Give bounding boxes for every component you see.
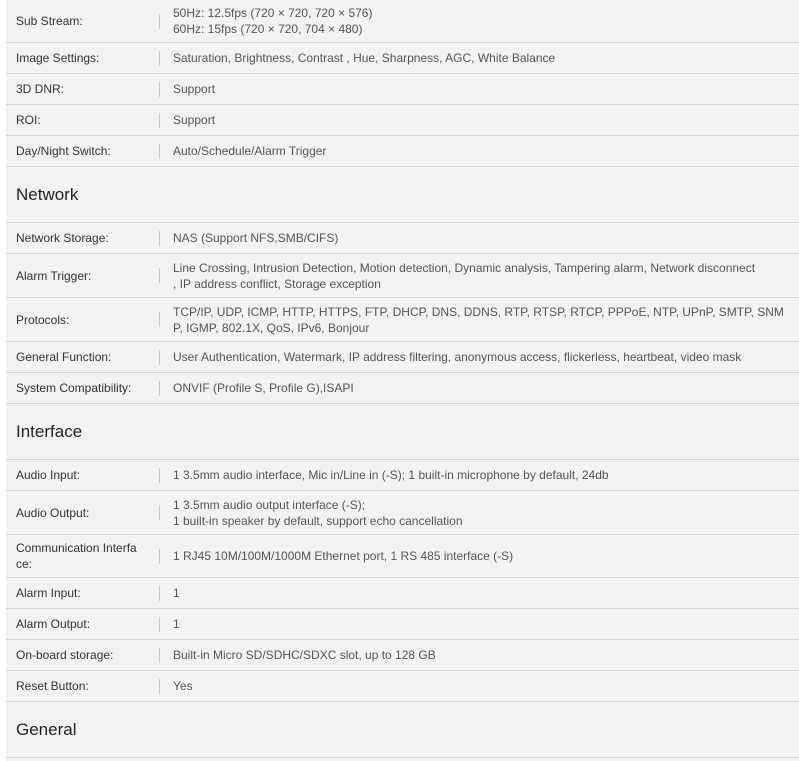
spec-value	[173, 497, 799, 529]
column-divider	[159, 51, 160, 66]
spec-row-audio-output	[6, 491, 799, 535]
spec-label: Alarm Trigger:	[16, 268, 92, 283]
spec-value-line: 50Hz: 12.5fps (720 × 720, 720 × 576)	[173, 6, 373, 20]
spec-value: Saturation, Brightness, Contrast , Hue, Sharpness, AGC, White Balance	[173, 51, 556, 65]
column-divider	[159, 312, 160, 327]
spec-label: Audio Input:	[16, 468, 81, 482]
spec-value: 1 RJ45 10M/100M/1000M Ethernet port, 1 RS 485 interface (-S)	[173, 549, 514, 563]
column-divider	[159, 381, 160, 396]
spec-label: Reset Button:	[16, 679, 89, 693]
spec-label-line: ce:	[16, 557, 33, 571]
spec-value	[173, 260, 799, 292]
column-divider	[159, 468, 160, 483]
column-divider	[159, 549, 160, 564]
spec-row-reset-button	[6, 671, 799, 702]
column-divider	[159, 505, 160, 520]
spec-value	[173, 304, 799, 336]
spec-value-line: 1 built-in speaker by default, support echo cancellation	[173, 513, 463, 528]
spec-row-audio-input	[6, 460, 799, 491]
spec-label	[6, 540, 159, 572]
spec-value: 1	[173, 617, 180, 631]
column-divider	[159, 586, 160, 601]
spec-value-line: TCP/IP, UDP, ICMP, HTTP, HTTPS, FTP, DHCP, DNS, DDNS, RTP, RTSP, RTCP, PPPoE, NTP, UPnP, SMTP, SNM	[173, 304, 784, 319]
spec-row-alarm-output	[6, 609, 799, 640]
spec-value-line: , IP address conflict, Storage exception	[173, 276, 381, 291]
spec-row-image-settings	[6, 43, 799, 74]
column-divider	[159, 268, 160, 283]
spec-label-line: Communication Interfa	[16, 541, 137, 555]
spec-value: Built-in Micro SD/SDHC/SDXC slot, up to 128 GB	[173, 648, 436, 662]
spec-value-line: 1 3.5mm audio output interface (-S);	[173, 497, 366, 512]
spec-page	[6, 0, 799, 761]
spec-value: 1 3.5mm audio interface, Mic in/Line in (-S); 1 built-in microphone by default, 24db	[173, 468, 609, 482]
spec-value: NAS (Support NFS,SMB/CIFS)	[173, 231, 339, 245]
column-divider	[159, 648, 160, 663]
section-title-general: General	[6, 702, 799, 758]
spec-label: General Function:	[16, 350, 112, 364]
spec-label: Audio Output:	[16, 505, 90, 520]
spec-row-onboard-storage	[6, 640, 799, 671]
spec-row-general-function	[6, 342, 799, 373]
spec-row-system-compatibility	[6, 373, 799, 404]
spec-label: Alarm Output:	[16, 617, 91, 631]
spec-value-line: Line Crossing, Intrusion Detection, Motion detection, Dynamic analysis, Tampering alarm, Network disconnect	[173, 260, 756, 275]
spec-value: Auto/Schedule/Alarm Trigger	[173, 144, 327, 158]
spec-row-alarm-trigger	[6, 254, 799, 298]
spec-value-line: 60Hz: 15fps (720 × 720, 704 × 480)	[173, 22, 363, 36]
column-divider	[159, 144, 160, 159]
column-divider	[159, 113, 160, 128]
spec-row-protocols	[6, 298, 799, 342]
spec-row-roi	[6, 105, 799, 136]
spec-value: 1	[173, 586, 180, 600]
column-divider	[159, 14, 160, 29]
spec-row-day-night-switch	[6, 136, 799, 167]
spec-label: Network Storage:	[16, 231, 109, 245]
section-title-interface: Interface	[6, 404, 799, 460]
spec-value: Support	[173, 82, 216, 96]
spec-label: 3D DNR:	[16, 82, 65, 96]
spec-value: Support	[173, 113, 216, 127]
spec-row-communication-interface	[6, 535, 799, 578]
spec-row-network-storage	[6, 223, 799, 254]
column-divider	[159, 82, 160, 97]
spec-label: ROI:	[16, 113, 41, 127]
spec-value-line: P, IGMP, 802.1X, QoS, IPv6, Bonjour	[173, 320, 370, 335]
column-divider	[159, 617, 160, 632]
spec-label: Day/Night Switch:	[16, 144, 111, 158]
spec-label: Sub Stream:	[16, 14, 83, 28]
column-divider	[159, 350, 160, 365]
column-divider	[159, 231, 160, 246]
spec-value	[173, 5, 799, 37]
spec-label: System Compatibility:	[16, 381, 132, 395]
section-title-network: Network	[6, 167, 799, 223]
spec-value: ONVIF (Profile S, Profile G),ISAPI	[173, 381, 354, 395]
spec-row-alarm-input	[6, 578, 799, 609]
spec-value: User Authentication, Watermark, IP address filtering, anonymous access, flickerless, heartbeat, video mask	[173, 350, 742, 364]
spec-label: Protocols:	[16, 312, 70, 327]
spec-label: Image Settings:	[16, 51, 100, 65]
spec-value: Yes	[173, 679, 193, 693]
spec-row-3d-dnr	[6, 74, 799, 105]
spec-label: On-board storage:	[16, 648, 114, 662]
spec-row-sub-stream	[6, 0, 799, 43]
column-divider	[159, 679, 160, 694]
spec-label: Alarm Input:	[16, 586, 81, 600]
